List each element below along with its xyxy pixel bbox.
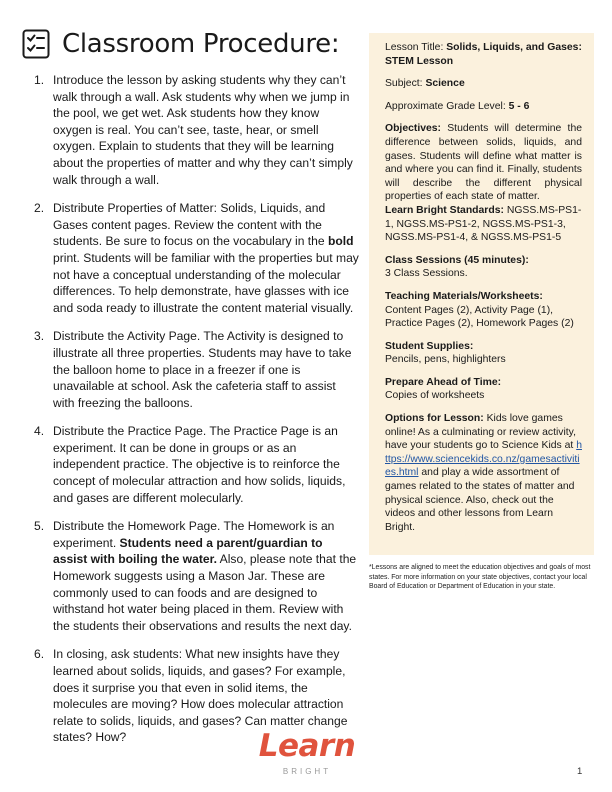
procedure-step (34, 423, 359, 506)
lesson-info-panel (369, 33, 594, 555)
procedure-step (34, 518, 359, 634)
step-text (53, 518, 359, 634)
step-text-run: Also, please note that the Homework suggests using a Mason Jar. These are commonly used to can foods and are designed to withstand hot water being placed in them. Review with the students their observations and results the next day. (53, 552, 357, 633)
step-text (53, 328, 359, 411)
materials-label: Teaching Materials/Worksheets: (385, 290, 543, 302)
prepare-label: Prepare Ahead of Time: (385, 376, 502, 388)
step-number: 5. (34, 519, 45, 534)
learn-bright-logo (255, 728, 359, 780)
prepare-field (385, 376, 582, 403)
supplies-text: Pencils, pens, highlighters (385, 354, 506, 366)
lesson-title-label: Lesson Title: (385, 42, 447, 53)
sessions-field (385, 254, 582, 281)
lesson-title-value: Solids, Liquids, and Gases: STEM Lesson (385, 42, 582, 67)
step-number: 2. (34, 201, 45, 216)
logo-subtitle: BRIGHT (282, 767, 332, 776)
page-number: 1 (577, 766, 583, 777)
step-text (53, 72, 359, 188)
objectives-text: Students will determine the difference between solids, liquids, and gases. Students will define what matter is and where you can find it. Finally, students will describe the different physical properties of each state of matter. (385, 123, 582, 203)
supplies-label: Student Supplies: (385, 340, 474, 352)
step-text-run: print. Students will be familiar with the properties but may not have a conceptual understanding of the molecular differences. To help demonstrate, have glasses with ice and soda ready to illustrate the content material visually. (53, 250, 359, 315)
step-number: 1. (34, 73, 45, 87)
procedure-step (34, 200, 359, 316)
step-emphasis: Students need a parent/guardian to assist with boiling the water. (53, 535, 323, 567)
step-emphasis: bold (327, 234, 354, 249)
page-title: Classroom Procedure: (62, 29, 340, 59)
grade-value: 5 - 6 (508, 100, 530, 112)
step-number: 6. (34, 647, 45, 662)
step-text-run: In closing, ask students: What new insights have they learned about solids, liquids, and gases? For example, does it surprise you that even in solid items, the molecules are moving? How does molecular attraction relate to solids, liquids, and gases? Can matter change states? How? (53, 647, 348, 745)
grade-field (385, 100, 582, 114)
procedure-step (34, 72, 359, 188)
step-text (53, 423, 359, 506)
options-text-1: Kids love games online! As a culminating or review activity, have your students go to Science Kids at (385, 413, 577, 452)
step-text (53, 200, 359, 316)
materials-field (385, 290, 582, 331)
subject-label: Subject: (385, 78, 426, 90)
step-text-run: Distribute the Practice Page. The Practice Page is an experiment. It can be done in groups or as an independent practice. The objective is to reinforce the concept of molecular attraction and how solids, liquids, and gases are different molecularly. (53, 424, 346, 505)
subject-value: Science (425, 78, 465, 90)
lesson-title-field (385, 41, 582, 68)
sciencekids-link[interactable]: https://www.sciencekids.co.nz/gamesactivities.html (385, 440, 582, 479)
objectives-label: Objectives: (385, 123, 442, 135)
standards-text: NGSS.MS-PS1-1, NGSS.MS-PS1-2, NGSS.MS-PS1-3, NGSS.MS-PS1-4, & NGSS.MS-PS1-5 (385, 204, 582, 244)
standards-footnote: *Lessons are aligned to meet the education objectives and goals of most states. For more information on your state objectives, contact your local Board of Education or Department of Education in your state. (369, 564, 591, 591)
procedure-step (34, 328, 359, 411)
sessions-text: 3 Class Sessions. (385, 268, 468, 280)
prepare-text: Copies of worksheets (385, 390, 485, 402)
step-number: 4. (34, 424, 45, 439)
options-field (385, 412, 582, 534)
objectives-field (385, 122, 582, 204)
options-text-2: and play a wide assortment of games related to the states of matter and physical science. Also, check out the videos and other lessons from Learn Bright. (385, 467, 575, 533)
subject-field (385, 77, 582, 91)
step-number: 3. (34, 329, 45, 344)
materials-text: Content Pages (2), Activity Page (1), Practice Pages (2), Homework Pages (2) (385, 304, 574, 330)
checklist-icon (22, 29, 50, 59)
standards-label: Learn Bright Standards: (385, 204, 504, 216)
page-header (22, 24, 339, 64)
options-label: Options for Lesson: (385, 413, 484, 425)
procedure-list (34, 72, 359, 758)
step-text-run: Introduce the lesson by asking students why they can’t walk through a wall. Ask students why when we jump in the pool, we get wet. Ask students how they know oxygen is real. You can’t see, taste, hear, or smell oxygen. Explain to students that they will be learning about the properties of matter and why they can’t simply walk through a wall. (53, 73, 353, 187)
step-text-run: Distribute Properties of Matter: Solids, Liquids, and Gases content pages. Review the content with the students. Be sure to focus on the vocabulary in the (53, 201, 328, 249)
sessions-label: Class Sessions (45 minutes): (385, 254, 529, 266)
grade-label: Approximate Grade Level: (385, 100, 509, 112)
logo-wordmark: Learn (258, 728, 356, 764)
standards-field (385, 204, 582, 245)
supplies-field (385, 340, 582, 367)
step-text-run: Distribute the Homework Page. The Homework is an experiment. (53, 519, 335, 550)
step-text-run: Distribute the Activity Page. The Activity is designed to illustrate all three properties. Students may have to take the balloon home to place in a freezer if one is unavailable at school. Ask the cafeteria staff to assist with freezing the balloons. (53, 329, 352, 410)
